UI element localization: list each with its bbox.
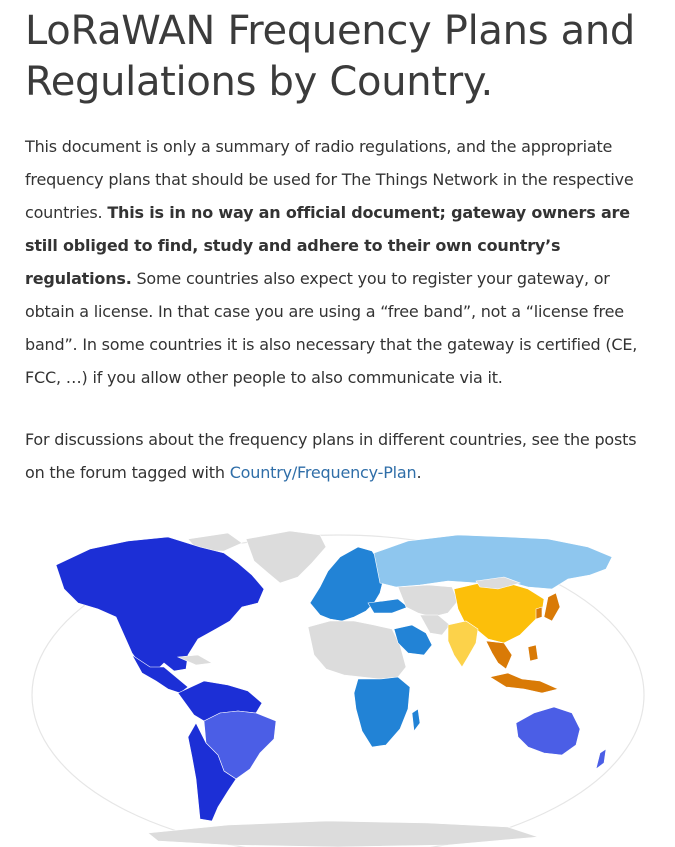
forum-tag-link[interactable]: Country/Frequency-Plan (229, 463, 417, 482)
region-central-asia (398, 585, 458, 617)
forum-text: For discussions about the frequency plans in different countries, see the posts on the forum tagged with (25, 430, 637, 482)
region-southeast-asia (486, 641, 512, 669)
region-antarctica (148, 821, 538, 847)
region-philippines (528, 645, 538, 661)
region-north-america (56, 537, 264, 673)
region-madagascar (412, 709, 420, 731)
region-australia (516, 707, 580, 755)
world-map-svg (28, 517, 648, 847)
region-north-africa (308, 621, 406, 679)
region-indonesia (490, 673, 558, 693)
document-page (25, 0, 661, 489)
intro-paragraph (25, 130, 661, 394)
region-japan (544, 593, 560, 621)
region-new-zealand (596, 749, 606, 769)
page-title: LoRaWAN Frequency Plans and Regulations by Country. (25, 8, 636, 105)
world-frequency-map (28, 517, 648, 847)
region-taiwan-korea (536, 607, 542, 619)
forum-paragraph (25, 423, 655, 489)
intro-bold-disclaimer: This is in no way an official document; gateway owners are still obliged to find, study and adhere to their own country’s regulations. (25, 203, 630, 288)
intro-text-end: Some countries also expect you to register your gateway, or obtain a license. In that case you are using a “free band”, not a “license free band”. In some countries it is also necessary that the gateway is certified (CE, FCC, …) if you allow other people to also communicate via it. (25, 269, 638, 387)
region-india (448, 621, 478, 667)
intro-text-start: This document is only a summary of radio regulations, and the appropriate frequency plans that should be used for The Things Network in the respective countries. (25, 137, 634, 222)
greenland (246, 531, 326, 583)
forum-text-end: . (416, 463, 422, 482)
region-southern-africa (354, 677, 410, 747)
